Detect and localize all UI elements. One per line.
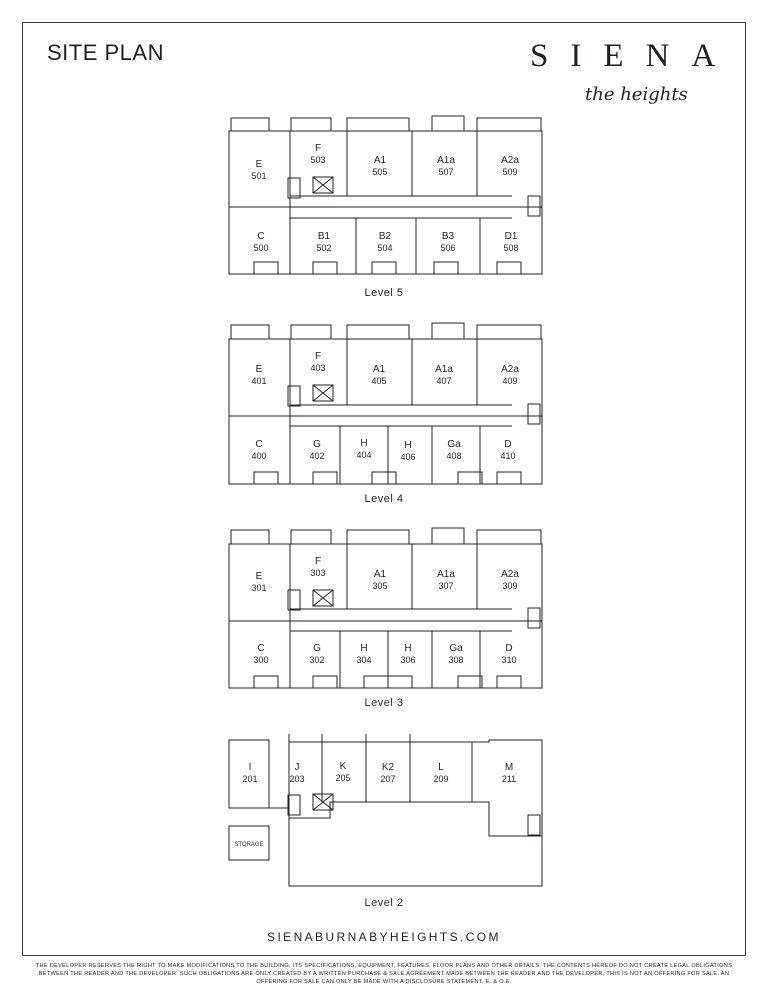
unit-type: B1	[317, 231, 331, 242]
level-4-plan	[229, 323, 542, 484]
unit-type: E	[255, 571, 263, 582]
unit-type: B2	[378, 231, 392, 242]
unit-type: A1a	[437, 155, 455, 166]
storage-label: STORAGE	[234, 842, 264, 848]
unit-type: C	[255, 439, 263, 450]
unit-number: 209	[433, 774, 449, 784]
unit-number: 501	[251, 171, 267, 181]
unit-number: 203	[289, 774, 305, 784]
unit-type: G	[313, 439, 321, 450]
unit-type: G	[313, 643, 321, 654]
unit-type: A1a	[435, 364, 453, 375]
unit-number: 405	[371, 376, 387, 386]
unit-number: 507	[438, 167, 454, 177]
unit-number: 303	[310, 568, 326, 578]
unit-number: 301	[251, 583, 267, 593]
unit-number: 407	[436, 376, 452, 386]
unit-type: H	[404, 440, 412, 451]
brand-tagline: the heights	[585, 84, 688, 105]
unit-number: 404	[356, 450, 372, 460]
unit-type: A2a	[501, 155, 519, 166]
unit-type: M	[504, 762, 514, 773]
legal-disclaimer: THE DEVELOPER RESERVES THE RIGHT TO MAKE MODIFICATIONS TO THE BUILDING, ITS SPECIFICATIONS, EQUIPMENT, FEATURES, FLOOR PLANS AND OTHER DETAILS. THE CONTENTS HEREOF DO NOT CREATE LEGAL OBLIGATIONS BETWEEN THE READER AND THE DEVELOPER. SUCH OBLIGATIONS ARE ONLY CREATED BY A WRITTEN PURCHASE & SALE AGREEMENT MADE BETWEEN THE READER AND THE DEVELOPER. THIS IS NOT AN OFFERING FOR SALE. AN OFFERING FOR SALE CAN ONLY BE MADE WITH A DISCLOSURE STATEMENT. E. & O.E.	[35, 963, 733, 985]
unit-type: C	[257, 643, 265, 654]
level-label: Level 4	[364, 493, 404, 505]
unit-type: Ga	[447, 439, 461, 450]
unit-number: 506	[440, 243, 456, 253]
unit-number: 310	[501, 655, 517, 665]
unit-type: H	[360, 438, 368, 449]
level-label: Level 3	[364, 697, 404, 709]
unit-type: A1	[373, 155, 387, 166]
unit-number: 308	[448, 655, 464, 665]
unit-type: C	[257, 231, 265, 242]
unit-type: A1	[373, 569, 387, 580]
level-label: Level 2	[364, 897, 404, 909]
unit-number: 306	[400, 655, 416, 665]
unit-number: 400	[251, 451, 267, 461]
unit-type: E	[255, 364, 263, 375]
unit-number: 503	[310, 155, 326, 165]
unit-type: K	[339, 761, 347, 772]
unit-number: 307	[438, 581, 454, 591]
unit-number: 401	[251, 376, 267, 386]
unit-type: Ga	[449, 643, 463, 654]
unit-type: B3	[441, 231, 455, 242]
unit-type: H	[360, 643, 368, 654]
unit-number: 508	[503, 243, 519, 253]
unit-number: 300	[253, 655, 269, 665]
unit-number: 403	[310, 363, 326, 373]
unit-type: A2a	[501, 569, 519, 580]
unit-number: 309	[502, 581, 518, 591]
unit-number: 502	[316, 243, 332, 253]
level-3-plan	[229, 528, 542, 688]
unit-number: 302	[309, 655, 325, 665]
unit-number: 406	[400, 452, 416, 462]
unit-type: H	[404, 643, 412, 654]
unit-number: 305	[372, 581, 388, 591]
unit-number: 504	[377, 243, 393, 253]
unit-type: D1	[504, 231, 518, 242]
unit-number: 509	[502, 167, 518, 177]
unit-number: 409	[502, 376, 518, 386]
unit-number: 205	[335, 773, 351, 783]
unit-number: 500	[253, 243, 269, 253]
unit-number: 410	[500, 451, 516, 461]
unit-type: I	[248, 762, 252, 773]
unit-type: K2	[381, 762, 395, 773]
unit-number: 408	[446, 451, 462, 461]
unit-type: A1	[372, 364, 386, 375]
unit-number: 304	[356, 655, 372, 665]
level-label: Level 5	[364, 287, 404, 299]
unit-type: F	[314, 143, 322, 154]
unit-number: 505	[372, 167, 388, 177]
unit-type: A2a	[501, 364, 519, 375]
unit-type: F	[314, 351, 322, 362]
unit-number: 201	[242, 774, 258, 784]
unit-number: 211	[501, 774, 517, 784]
brand-logo-wordmark: SIENA	[530, 38, 738, 74]
unit-type: L	[438, 762, 444, 773]
unit-type: A1a	[437, 569, 455, 580]
unit-type: D	[505, 643, 513, 654]
website-url: SIENABURNABYHEIGHTS.COM	[267, 930, 501, 944]
unit-type: E	[255, 159, 263, 170]
unit-type: D	[504, 439, 512, 450]
unit-type: F	[314, 556, 322, 567]
unit-number: 207	[380, 774, 396, 784]
unit-number: 402	[309, 451, 325, 461]
page-title: SITE PLAN	[47, 40, 164, 65]
unit-type: J	[294, 762, 300, 773]
level-2-plan	[229, 734, 542, 886]
